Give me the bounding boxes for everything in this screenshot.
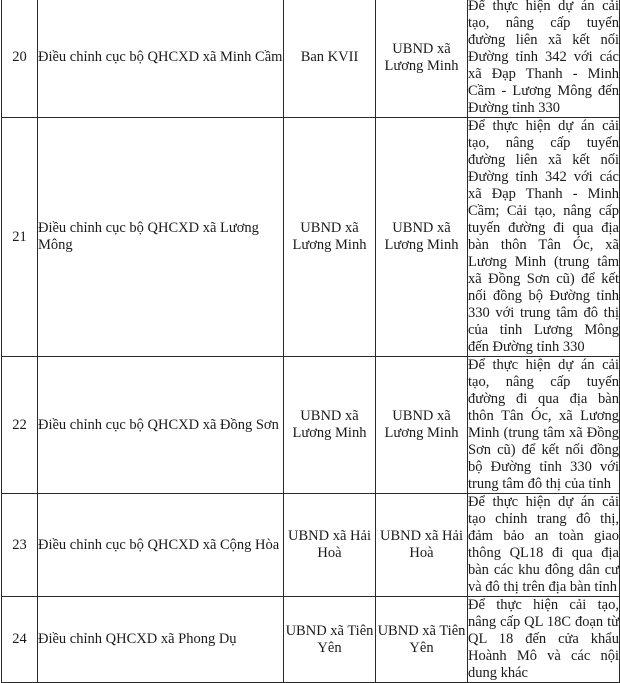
plan-name-text: Điều chỉnh cục bộ QHCXD xã Cộng Hòa bbox=[38, 536, 280, 553]
planning-adjustment-table bbox=[1, 0, 620, 683]
plan-name-text: Điều chỉnh cục bộ QHCXD xã Lương Mông bbox=[38, 220, 259, 253]
approving-agency: UBND xã Lương Minh bbox=[376, 0, 468, 118]
adjustment-reason: Để thực hiện dự án cải tạo, nâng cấp tuyến đường đi qua địa bàn thôn Tân Óc, xã Lương Minh (trung tâm xã Đồng Sơn cũ) để kết nối đồng bộ Đường tỉnh 330 với trung tâm đô thị của tỉnh bbox=[468, 357, 619, 492]
row-number: 20 bbox=[2, 0, 38, 118]
adjustment-reason: Để thực hiện dự án cải tạo chỉnh trang đô thị, đảm bảo an toàn giao thông QL18 đi qua địa bàn các khu đông dân cư và đô thị trên địa bàn tỉnh bbox=[468, 494, 619, 595]
row-number: 23 bbox=[2, 494, 38, 597]
table-row bbox=[2, 118, 620, 357]
approving-agency: UBND xã Tiên Yên bbox=[376, 597, 468, 683]
adjustment-reason: Để thực hiện dự án cải tạo, nâng cấp tuyến đường liên xã kết nối Đường tỉnh 342 với các xã Đạp Thanh - Minh Cầm - Lương Mông đến Đường tỉnh 330 bbox=[468, 0, 620, 118]
proposing-agency: UBND xã Lương Minh bbox=[284, 118, 376, 357]
row-number: 21 bbox=[2, 118, 38, 357]
plan-name bbox=[38, 597, 284, 683]
proposing-agency: Ban KVII bbox=[284, 0, 376, 118]
adjustment-reason: Để thực hiện cải tạo, nâng cấp QL 18C đoạn từ QL 18 đến cửa khẩu Hoành Mô và các nội dung khác bbox=[468, 597, 619, 681]
table-row bbox=[2, 0, 620, 118]
approving-agency: UBND xã Hải Hoà bbox=[376, 494, 468, 597]
proposing-agency: UBND xã Hải Hoà bbox=[284, 494, 376, 597]
table-row bbox=[2, 494, 620, 597]
plan-name-text: Điều chỉnh QHCXD xã Phong Dụ bbox=[38, 631, 237, 647]
plan-name bbox=[38, 357, 284, 494]
plan-name bbox=[38, 494, 284, 597]
plan-name bbox=[38, 118, 284, 357]
row-number: 24 bbox=[2, 597, 38, 683]
plan-name-text: Điều chỉnh cục bộ QHCXD xã Đồng Sơn bbox=[38, 416, 279, 433]
approving-agency: UBND xã Lương Minh bbox=[376, 357, 468, 494]
proposing-agency: UBND xã Lương Minh bbox=[284, 357, 376, 494]
plan-name bbox=[38, 0, 284, 118]
proposing-agency: UBND xã Tiên Yên bbox=[284, 597, 376, 683]
approving-agency: UBND xã Lương Minh bbox=[376, 118, 468, 357]
plan-name-text: Điều chỉnh cục bộ QHCXD xã Minh Cầm bbox=[38, 49, 283, 65]
adjustment-reason: Để thực hiện dự án cải tạo, nâng cấp tuyến đường liên xã kết nối Đường tỉnh 342 với các xã Đạp Thanh - Minh Cầm; Cải tạo, nâng cấp tuyến đường đi qua địa bàn thôn Tân Óc, xã Lương Minh (trung tâm xã Đồng Sơn cũ) để kết nối đồng bộ Đường tỉnh 330 với trung tâm đô thị của tỉnh Lương Mông đến Đường tỉnh 330 bbox=[468, 118, 619, 355]
table-row bbox=[2, 357, 620, 494]
row-number: 22 bbox=[2, 357, 38, 494]
table-row bbox=[2, 597, 620, 683]
